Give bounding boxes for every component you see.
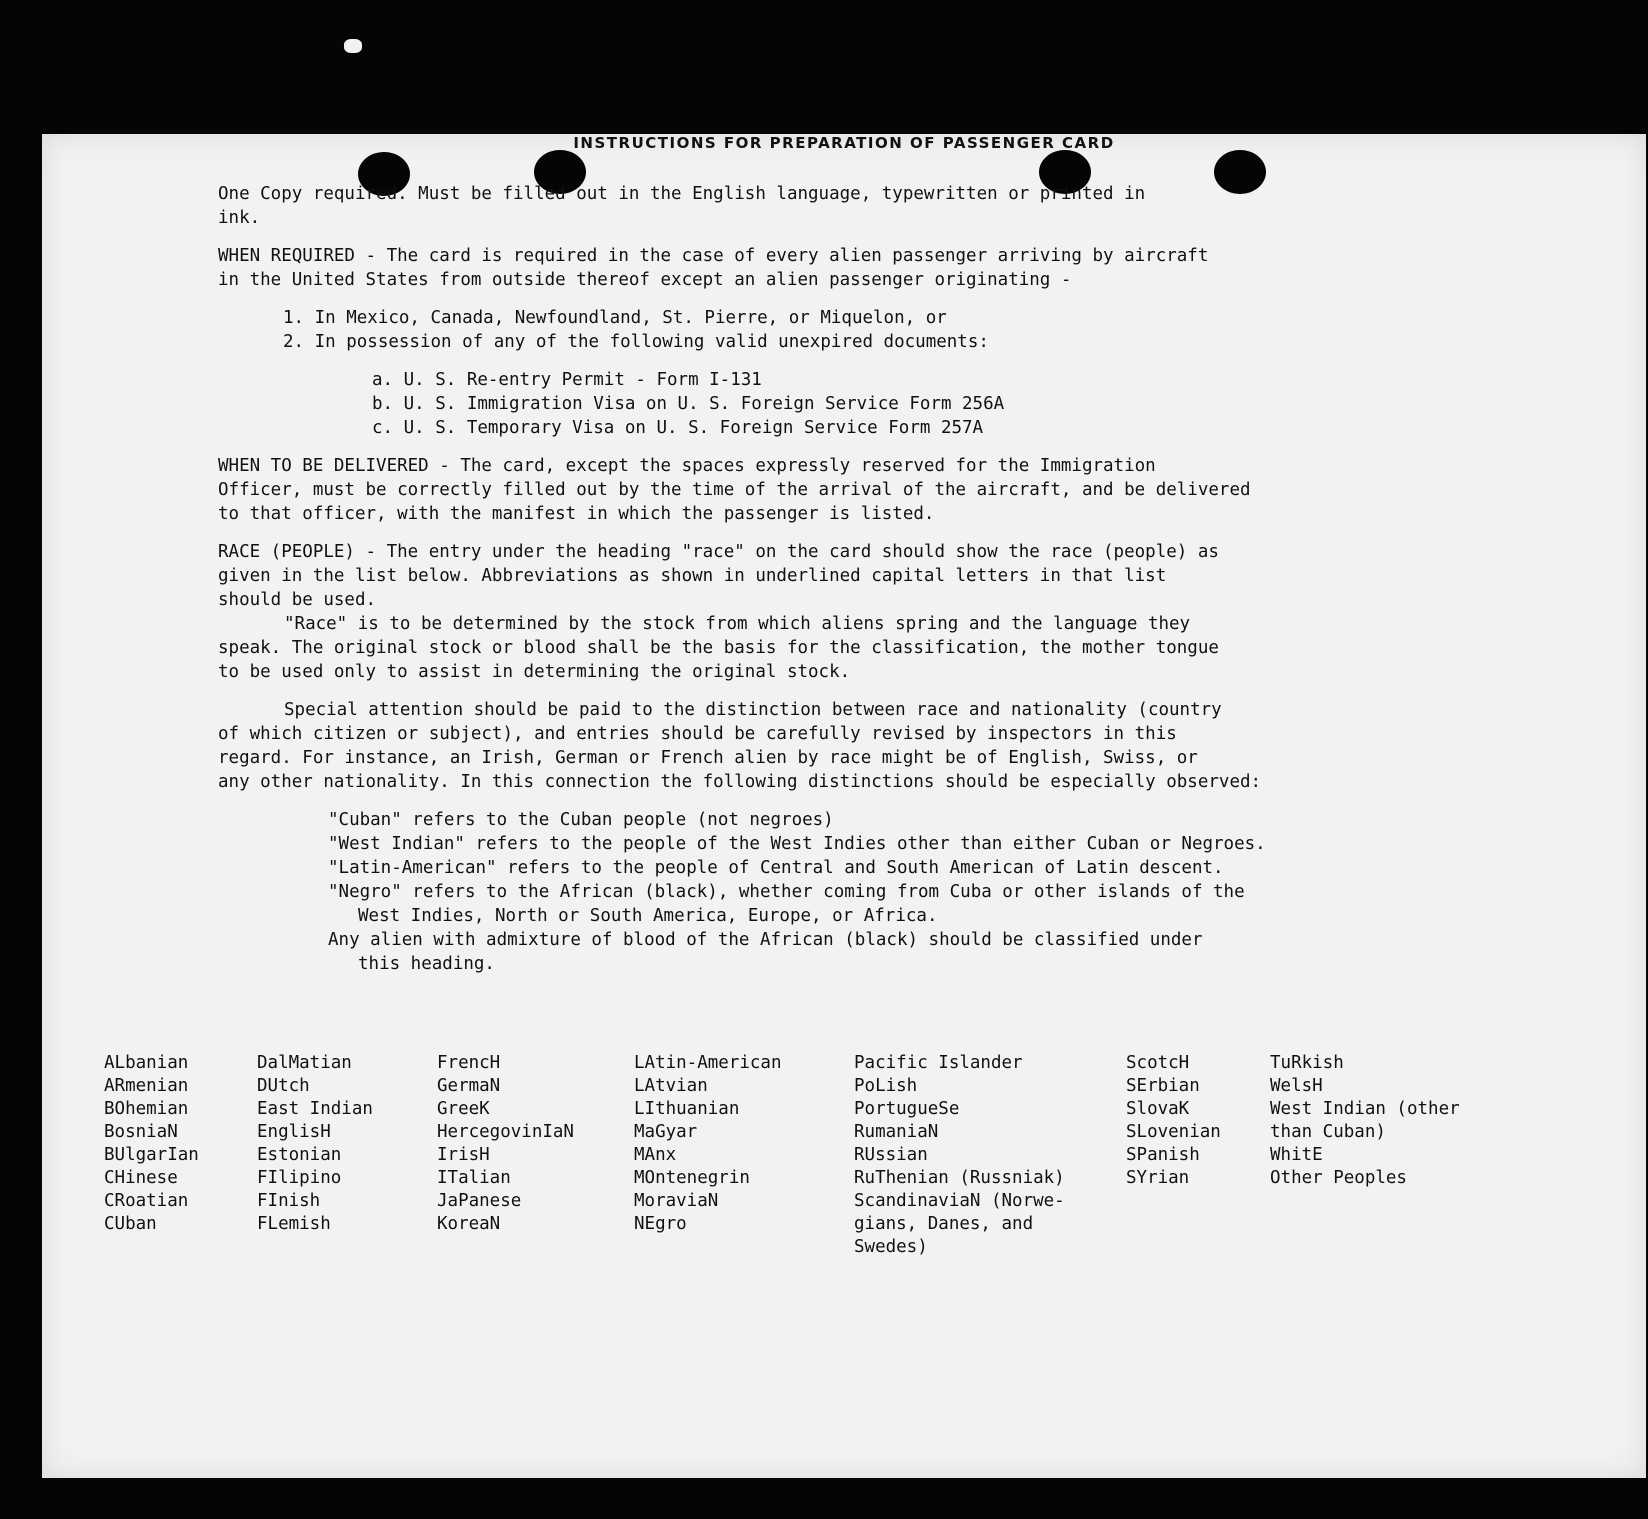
- origin-item: 2. In possession of any of the following valid unexpired documents:: [283, 332, 989, 352]
- race-list-entry: FInish: [257, 1191, 321, 1211]
- race-list-entry: JaPanese: [437, 1191, 522, 1211]
- document-item: b. U. S. Immigration Visa on U. S. Foreign Service Form 256A: [372, 394, 1005, 414]
- race-list-entry: ALbanian: [104, 1053, 189, 1073]
- attention-line: of which citizen or subject), and entries should be carefully revised by inspectors in this: [218, 724, 1177, 744]
- distinction-latin-american: "Latin-American" refers to the people of Central and South American of Latin descent.: [328, 858, 1224, 878]
- race-list-entry: West Indian (other: [1270, 1099, 1460, 1119]
- race-list-entry: PortugueSe: [854, 1099, 960, 1119]
- race-list-entry: TuRkish: [1270, 1053, 1344, 1073]
- distinction-admixture-continued: this heading.: [358, 954, 495, 974]
- race-list-entry: NEgro: [634, 1214, 687, 1234]
- race-list-entry: RumaniaN: [854, 1122, 939, 1142]
- when-required-line: in the United States from outside thereof except an alien passenger originating -: [218, 270, 1072, 290]
- race-list-entry: SYrian: [1126, 1168, 1190, 1188]
- attention-line: Special attention should be paid to the distinction between race and nationality (country: [284, 700, 1222, 720]
- race-list-entry: than Cuban): [1270, 1122, 1386, 1142]
- race-list-column: [1270, 1052, 1460, 1190]
- race-list-entry: EnglisH: [257, 1122, 331, 1142]
- race-list-entry: DalMatian: [257, 1053, 352, 1073]
- race-list-entry: GreeK: [437, 1099, 490, 1119]
- race-list-entry: KoreaN: [437, 1214, 501, 1234]
- origin-item: 1. In Mexico, Canada, Newfoundland, St. Pierre, or Miquelon, or: [283, 308, 947, 328]
- distinction-negro: "Negro" refers to the African (black), whether coming from Cuba or other islands of the: [328, 882, 1245, 902]
- race-list: [104, 1052, 1604, 1272]
- when-required-line: WHEN REQUIRED - The card is required in the case of every alien passenger arriving by aircraft: [218, 246, 1209, 266]
- race-list-entry: FLemish: [257, 1214, 331, 1234]
- race-list-entry: Other Peoples: [1270, 1168, 1407, 1188]
- document-item: c. U. S. Temporary Visa on U. S. Foreign Service Form 257A: [372, 418, 984, 438]
- race-list-entry: BUlgarIan: [104, 1145, 199, 1165]
- race-list-column: [1126, 1052, 1221, 1190]
- race-list-entry: BosniaN: [104, 1122, 178, 1142]
- race-list-column: [257, 1052, 373, 1236]
- race-list-entry: ARmenian: [104, 1076, 189, 1096]
- race-list-entry: Estonian: [257, 1145, 342, 1165]
- race-list-entry: East Indian: [257, 1099, 373, 1119]
- race-definition-line: to be used only to assist in determining the original stock.: [218, 662, 851, 682]
- distinction-west-indian: "West Indian" refers to the people of the West Indies other than either Cuban or Negroes.: [328, 834, 1266, 854]
- race-list-entry: LIthuanian: [634, 1099, 740, 1119]
- race-list-column: [104, 1052, 199, 1236]
- race-list-entry: LAtin-American: [634, 1053, 782, 1073]
- intro-line: ink.: [218, 208, 261, 228]
- race-definition-line: speak. The original stock or blood shall be the basis for the classification, the mother tongue: [218, 638, 1219, 658]
- race-list-entry: PoLish: [854, 1076, 918, 1096]
- race-list-entry: CRoatian: [104, 1191, 189, 1211]
- race-definition-line: "Race" is to be determined by the stock from which aliens spring and the language they: [284, 614, 1191, 634]
- distinction-negro-continued: West Indies, North or South America, Europe, or Africa.: [358, 906, 938, 926]
- race-list-entry: HercegovinIaN: [437, 1122, 574, 1142]
- race-list-entry: SPanish: [1126, 1145, 1200, 1165]
- race-line: RACE (PEOPLE) - The entry under the heading "race" on the card should show the race (people) as: [218, 542, 1219, 562]
- race-list-entry: DUtch: [257, 1076, 310, 1096]
- race-list-entry: ScandinaviaN (Norwe-: [854, 1191, 1065, 1211]
- race-list-entry: GermaN: [437, 1076, 501, 1096]
- distinction-cuban: "Cuban" refers to the Cuban people (not negroes): [328, 810, 834, 830]
- race-list-entry: SLovenian: [1126, 1122, 1221, 1142]
- paper-fragment: [344, 39, 362, 53]
- attention-line: any other nationality. In this connection the following distinctions should be especially observed:: [218, 772, 1262, 792]
- when-delivered-line: to that officer, with the manifest in which the passenger is listed.: [218, 504, 935, 524]
- race-list-entry: RuThenian (Russniak): [854, 1168, 1065, 1188]
- race-list-entry: Pacific Islander: [854, 1053, 1023, 1073]
- intro-line: One Copy required. Must be filled out in the English language, typewritten or printed in: [218, 184, 1146, 204]
- race-line: given in the list below. Abbreviations as shown in underlined capital letters in that list: [218, 566, 1167, 586]
- attention-line: regard. For instance, an Irish, German or French alien by race might be of English, Swiss, or: [218, 748, 1198, 768]
- race-list-column: [854, 1052, 1065, 1259]
- document-title: INSTRUCTIONS FOR PREPARATION OF PASSENGER CARD: [573, 134, 1115, 152]
- race-list-entry: gians, Danes, and: [854, 1214, 1034, 1234]
- document-item: a. U. S. Re-entry Permit - Form I-131: [372, 370, 762, 390]
- race-list-entry: LAtvian: [634, 1076, 708, 1096]
- race-list-entry: CHinese: [104, 1168, 178, 1188]
- distinctions-list: [218, 808, 1618, 976]
- race-list-entry: SlovaK: [1126, 1099, 1190, 1119]
- race-list-entry: MaGyar: [634, 1122, 698, 1142]
- race-list-entry: SErbian: [1126, 1076, 1200, 1096]
- race-list-column: [634, 1052, 782, 1236]
- race-list-entry: MOntenegrin: [634, 1168, 750, 1188]
- when-delivered-line: Officer, must be correctly filled out by the time of the arrival of the aircraft, and be delivered: [218, 480, 1251, 500]
- race-list-entry: ScotcH: [1126, 1053, 1190, 1073]
- race-line: should be used.: [218, 590, 377, 610]
- race-list-entry: FrencH: [437, 1053, 501, 1073]
- race-list-entry: IrisH: [437, 1145, 490, 1165]
- race-list-entry: Swedes): [854, 1237, 928, 1257]
- race-list-entry: WelsH: [1270, 1076, 1323, 1096]
- race-list-entry: MAnx: [634, 1145, 677, 1165]
- race-list-entry: WhitE: [1270, 1145, 1323, 1165]
- race-list-entry: RUssian: [854, 1145, 928, 1165]
- instructions-body: [218, 182, 1618, 976]
- when-delivered-line: WHEN TO BE DELIVERED - The card, except the spaces expressly reserved for the Immigration: [218, 456, 1156, 476]
- distinction-admixture: Any alien with admixture of blood of the African (black) should be classified under: [328, 930, 1203, 950]
- document-page: [42, 134, 1646, 1478]
- race-list-entry: MoraviaN: [634, 1191, 719, 1211]
- race-list-entry: ITalian: [437, 1168, 511, 1188]
- race-list-entry: CUban: [104, 1214, 157, 1234]
- race-list-entry: BOhemian: [104, 1099, 189, 1119]
- race-list-column: [437, 1052, 574, 1236]
- race-list-entry: FIlipino: [257, 1168, 342, 1188]
